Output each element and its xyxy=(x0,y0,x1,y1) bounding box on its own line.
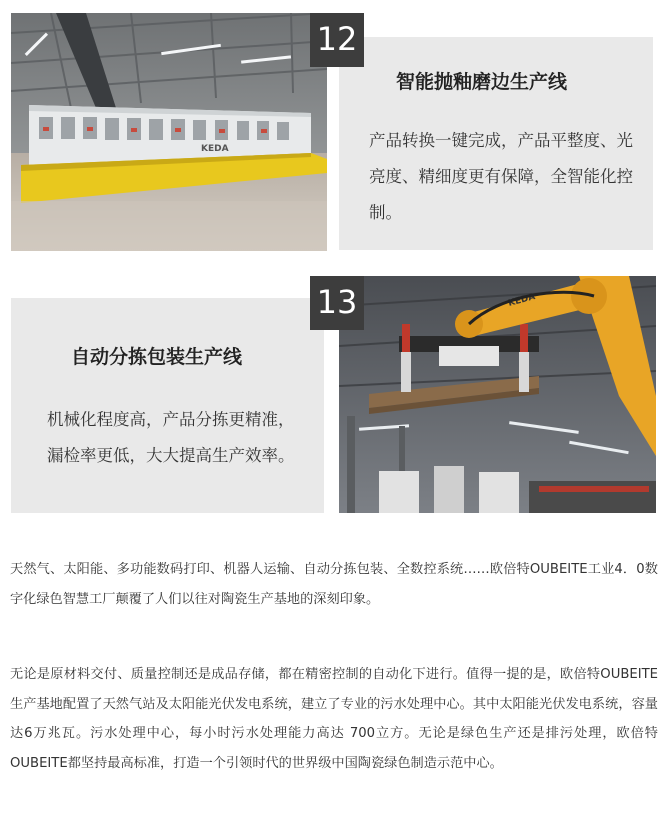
body-paragraph-2: 无论是原材料交付、质量控制还是成品存储，都在精密控制的自动化下进行。值得一提的是，欧倍特OUBEITE生产基地配置了天然气站及太阳能光伏发电系统，建立了专业的污水处理中心。其中太阳能光伏发电系统，容量达6万兆瓦。污水处理中心，每小时污水处理能力高达 700立方。无论是绿色生产还是排污处理，欧倍特OUBEITE都坚持最高标准，打造一个引领时代的世界级中国陶瓷绿色制造示范中心。 xyxy=(10,667,658,771)
feature-panel-sorting xyxy=(11,298,324,513)
feature-panel-polishing xyxy=(339,37,653,250)
feature-description: 机械化程度高，产品分拣更精准，漏检率更低，大大提高生产效率。 xyxy=(47,410,295,465)
polishing-line-photo xyxy=(11,13,327,251)
polishing-line-illustration xyxy=(11,13,327,251)
body-paragraph-1: 天然气、太阳能、多功能数码打印、机器人运输、自动分拣包装、全数控系统……欧倍特OUBEITE工业4．0数字化绿色智慧工厂颠覆了人们以往对陶瓷生产基地的深刻印象。 xyxy=(10,562,658,607)
robot-arm-illustration xyxy=(339,276,656,513)
feature-description: 产品转换一键完成，产品平整度、光亮度、精细度更有保障，全智能化控制。 xyxy=(369,131,633,222)
feature-title: 自动分拣包装生产线 xyxy=(71,346,243,368)
section-number-badge: 13 xyxy=(310,276,364,330)
robot-arm-photo xyxy=(339,276,656,513)
robot-brand-label: KEDA xyxy=(507,292,537,309)
machine-brand-label: KEDA xyxy=(201,144,229,154)
feature-title: 智能抛釉磨边生产线 xyxy=(396,71,568,93)
section-number-badge: 12 xyxy=(310,13,364,67)
feature-card-polishing xyxy=(0,0,665,260)
feature-card-sorting xyxy=(0,270,665,520)
